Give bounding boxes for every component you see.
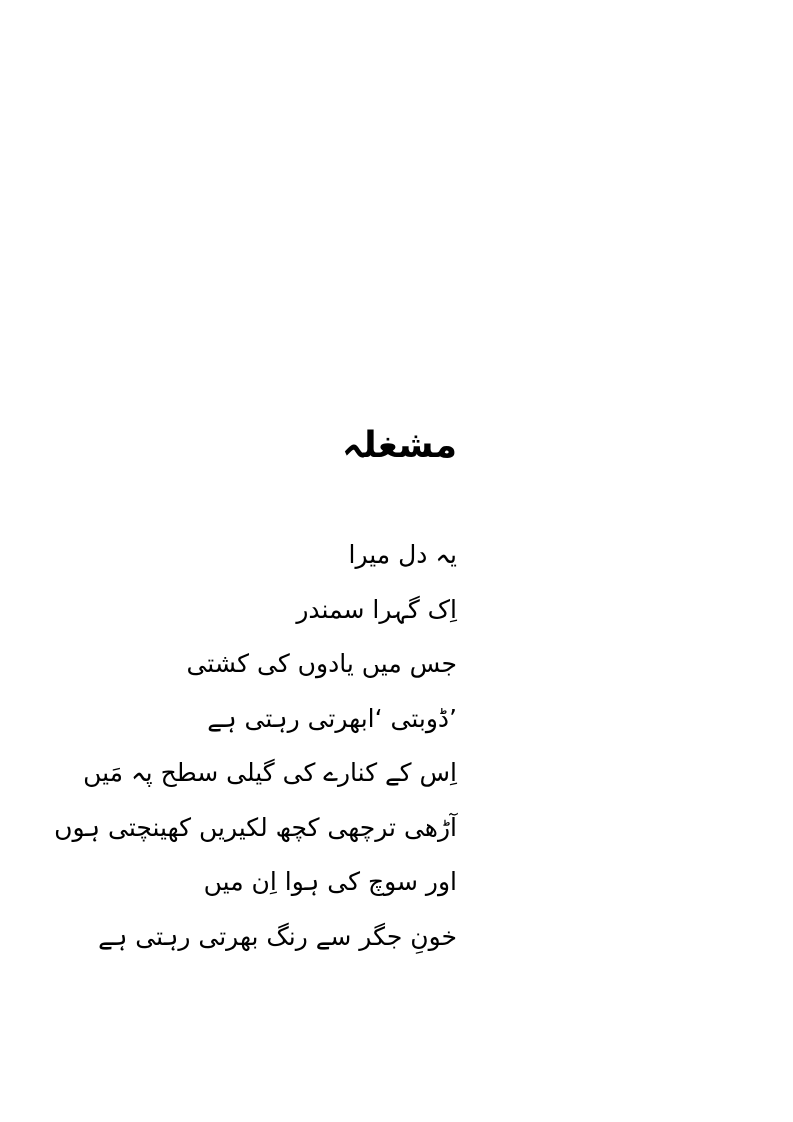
- poem-line: یہ دل میرا: [348, 540, 457, 569]
- poem-line: خونِ جگر سے رنگ بھرتی رہتی ہے: [98, 921, 457, 951]
- poem-line: ’ڈوبتی ‘ابھرتی رہتی ہے: [207, 703, 457, 733]
- poem-line: اِک گہرا سمندر: [296, 594, 457, 624]
- poem-line: آڑھی ترچھی کچھ لکیریں کھینچتی ہوں: [54, 812, 457, 842]
- poem-lines: [54, 528, 457, 964]
- poem-title: مشغلہ: [341, 425, 457, 466]
- poem-line: اور سوچ کی ہوا اِن میں: [203, 867, 457, 896]
- poem-line: جس میں یادوں کی کشتی: [186, 649, 457, 678]
- poem-line: اِس کے کنارے کی گیلی سطح پہ مَیں: [83, 758, 457, 787]
